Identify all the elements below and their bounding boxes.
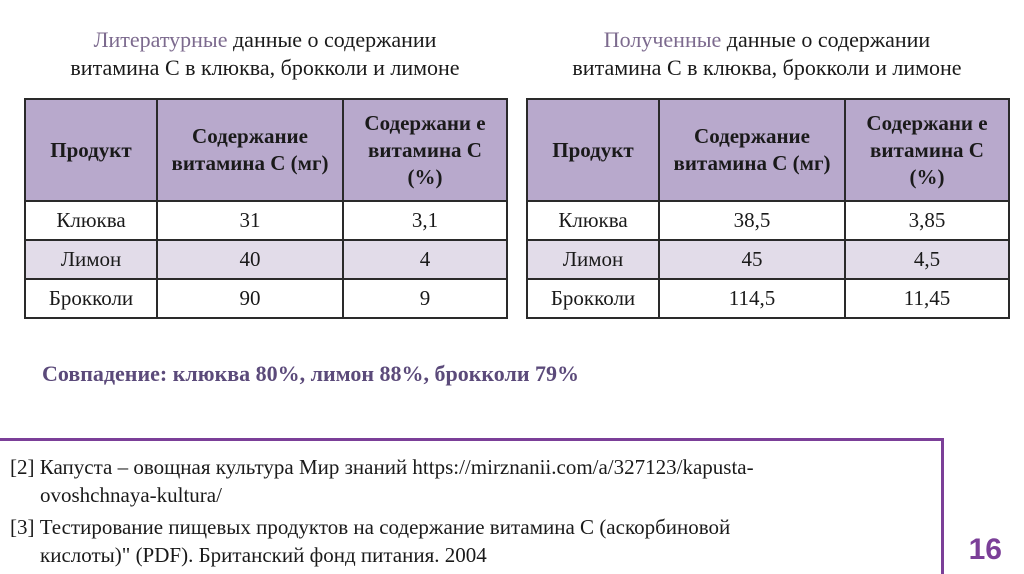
match-summary: Совпадение: клюква 80%, лимон 88%, брокколи 79% (42, 361, 580, 386)
measured-title-accent: Полученные (603, 27, 722, 52)
header-mg: Содержание витамина С (мг) (157, 99, 343, 201)
table-row (527, 279, 1009, 318)
header-mg: Содержание витамина С (мг) (659, 99, 845, 201)
literature-table (24, 98, 508, 319)
cell-percent: 4 (343, 240, 507, 279)
cell-product: Брокколи (527, 279, 659, 318)
header-percent: Содержани е витамина С (%) (343, 99, 507, 201)
literature-title-rest: данные о содержании (227, 27, 437, 52)
cell-product: Лимон (25, 240, 157, 279)
cell-percent: 3,1 (343, 201, 507, 240)
cell-product: Брокколи (25, 279, 157, 318)
cell-mg: 38,5 (659, 201, 845, 240)
reference-line-continued: ovoshchnaya-kultura/ (40, 483, 222, 507)
cell-mg: 90 (157, 279, 343, 318)
reference-line: [2] Капуста – овощная культура Мир знаний https://mirznanii.com/a/327123/kapusta- (10, 455, 754, 479)
cell-percent: 9 (343, 279, 507, 318)
reference-item (10, 453, 930, 509)
measured-table (526, 98, 1010, 319)
measured-title-rest: данные о содержании (721, 27, 931, 52)
page-number: 16 (968, 533, 1002, 566)
cell-mg: 45 (659, 240, 845, 279)
table-row (25, 279, 507, 318)
table-header-row (527, 99, 1009, 201)
cell-percent: 4,5 (845, 240, 1009, 279)
table-row (527, 240, 1009, 279)
header-product: Продукт (25, 99, 157, 201)
literature-title (24, 26, 506, 84)
table-row (25, 201, 507, 240)
header-product: Продукт (527, 99, 659, 201)
reference-line: [3] Тестирование пищевых продуктов на содержание витамина С (аскорбиновой (10, 515, 731, 539)
table-row (25, 240, 507, 279)
measured-title (526, 26, 1008, 84)
literature-panel (24, 26, 506, 319)
table-header-row (25, 99, 507, 201)
literature-title-accent: Литературные (93, 27, 228, 52)
reference-line-continued: кислоты)" (PDF). Британский фонд питания. 2004 (40, 543, 487, 567)
table-row (527, 201, 1009, 240)
reference-item (10, 513, 930, 569)
cell-percent: 3,85 (845, 201, 1009, 240)
cell-product: Лимон (527, 240, 659, 279)
cell-product: Клюква (25, 201, 157, 240)
cell-mg: 31 (157, 201, 343, 240)
cell-product: Клюква (527, 201, 659, 240)
header-percent: Содержани е витамина С (%) (845, 99, 1009, 201)
cell-mg: 114,5 (659, 279, 845, 318)
measured-title-line2: витамина С в клюква, брокколи и лимоне (572, 55, 962, 80)
references-box (0, 438, 944, 574)
literature-title-line2: витамина С в клюква, брокколи и лимоне (70, 55, 460, 80)
cell-mg: 40 (157, 240, 343, 279)
cell-percent: 11,45 (845, 279, 1009, 318)
measured-panel (526, 26, 1008, 319)
